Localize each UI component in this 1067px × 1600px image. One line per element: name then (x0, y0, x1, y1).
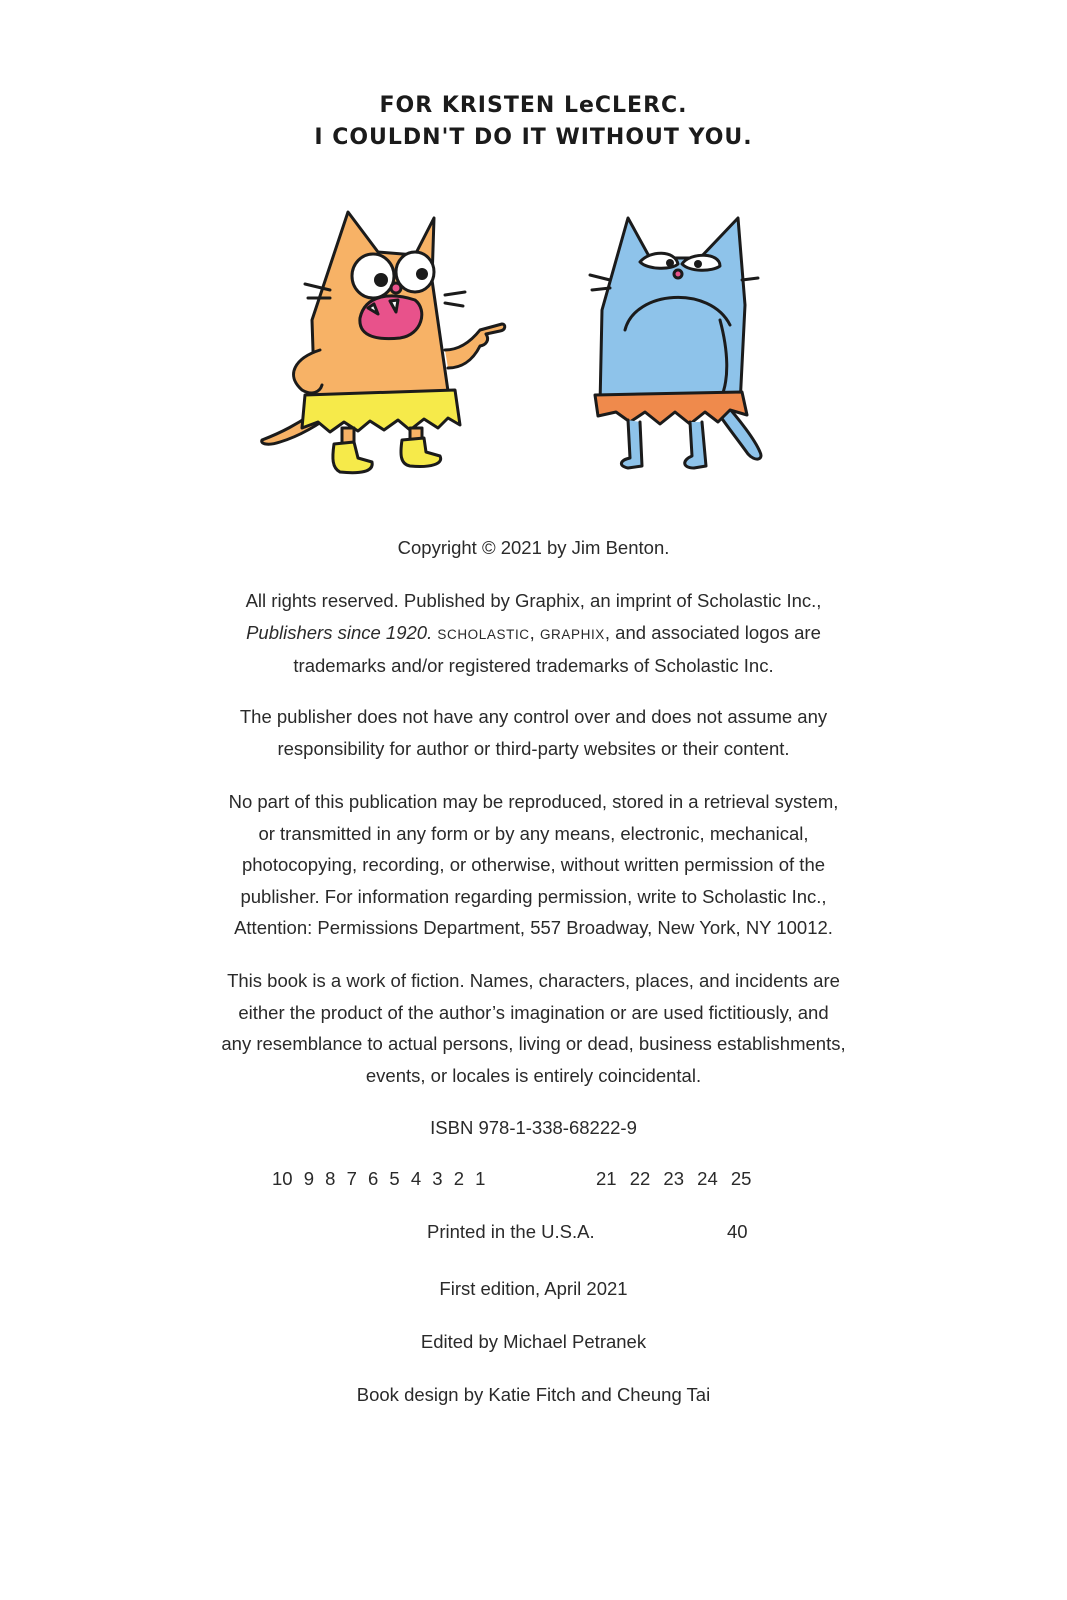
rights-line-2-rest: , and associated logos are (604, 621, 821, 643)
fiction-line-2: either the product of the author’s imagination or are used fictitiously, and (238, 1001, 829, 1023)
printing-number-line: 10 9 8 7 6 5 4 3 2 1 (272, 1168, 486, 1189)
fiction-line-1: This book is a work of fiction. Names, characters, places, and incidents are (227, 970, 840, 991)
no-part-line-5: Attention: Permissions Department, 557 Broadway, New York, NY 10012. (234, 917, 833, 938)
no-part-line-1: No part of this publication may be reproduced, stored in a retrieval system, (228, 791, 839, 812)
printer-code: 40 (727, 1221, 748, 1242)
scholastic-trademark: SCHOLASTIC (437, 626, 530, 642)
dedication-line-1: FOR KRISTEN LeCLERC. (379, 93, 688, 118)
rights-line-2 (0, 617, 1067, 651)
rights-block (0, 585, 1067, 682)
orange-cat (262, 212, 505, 473)
fiction-line-4: events, or locales is entirely coincidental. (365, 1064, 702, 1086)
cats-illustration (250, 200, 790, 490)
editor-line: Edited by Michael Petranek (420, 1331, 647, 1352)
publishers-since-text: Publishers since 1920. (246, 621, 433, 643)
design-line: Book design by Katie Fitch and Cheung Tai (356, 1384, 711, 1405)
printed-row (0, 1221, 1067, 1251)
isbn-block (0, 1112, 1067, 1144)
publisher-note-block (0, 701, 1067, 764)
edition-line: First edition, April 2021 (439, 1278, 628, 1299)
printed-in-text: Printed in the U.S.A. (427, 1221, 595, 1242)
graphix-trademark: GRAPHIX (539, 626, 605, 642)
design-block (0, 1379, 1067, 1411)
dedication-line-2: I COULDN'T DO IT WITHOUT YOU. (314, 125, 753, 150)
no-part-line-4: publisher. For information regarding permission, write to Scholastic Inc., (240, 885, 827, 907)
edition-block (0, 1273, 1067, 1305)
copyright-line: Copyright © 2021 by Jim Benton. (397, 537, 670, 558)
copyright-block (0, 532, 1067, 564)
no-part-block (0, 786, 1067, 944)
no-part-line-2: or transmitted in any form or by any means, electronic, mechanical, (258, 822, 809, 844)
no-part-line-3: photocopying, recording, or otherwise, without written permission of the (241, 854, 826, 875)
print-numbers-row (0, 1168, 1067, 1198)
fiction-line-3: any resemblance to actual persons, living or dead, business establishments, (221, 1033, 846, 1054)
trademark-separator: , (529, 621, 540, 643)
publisher-note-line-1: The publisher does not have any control over and does not assume any (239, 706, 828, 727)
editor-block (0, 1326, 1067, 1358)
dedication (0, 90, 1067, 154)
printing-year-line: 21 22 23 24 25 (596, 1168, 752, 1189)
rights-line-3: trademarks and/or registered trademarks of Scholastic Inc. (293, 655, 774, 676)
fiction-block (0, 965, 1067, 1091)
blue-cat (590, 218, 761, 468)
isbn-line: ISBN 978-1-338-68222-9 (430, 1117, 637, 1138)
rights-line-1: All rights reserved. Published by Graphix, an imprint of Scholastic Inc., (245, 590, 822, 611)
publisher-note-line-2: responsibility for author or third-party websites or their content. (277, 737, 790, 759)
